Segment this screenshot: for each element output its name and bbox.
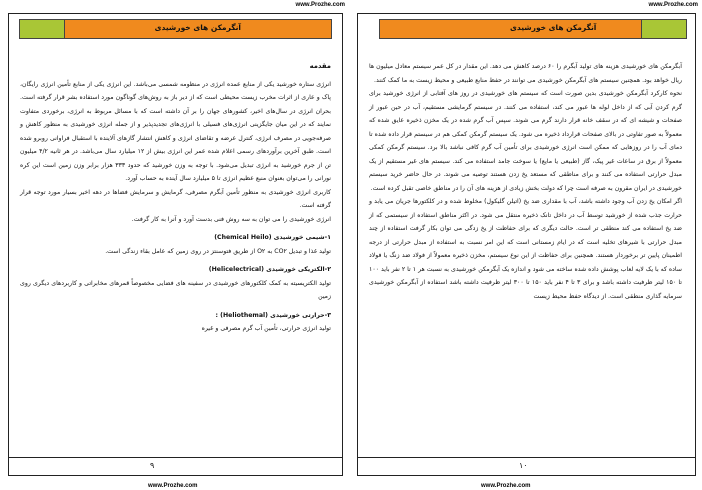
list-item-desc: تولید انرژی حرارتی، تأمین آب گرم مصرفی و غیره (201, 325, 331, 332)
header-accent (641, 20, 686, 38)
page-number: ۱۰ (519, 461, 528, 470)
paragraph: اگر امکان یخ زدن آب وجود داشته باشد، آب با مقداری ضد یخ (اتیلن گلیکول) مخلوط شده و در کلکتورها جریان می یابد و حرارت جذب شده از خورشید توسط آب در داخل تانک ذخیره منتقل می شود. در اکثر مناطق استفاده از سیستمی که از ضد یخ استفاده می کند منطقی تر است. حالت دیگری که برای حفاظت از یخ زدگی می توان بکار گرفت استفاده از چند مبدل حرارتی با شیرهای تخلیه است که در ایام زمستانی است که این امر نسبت به استفاده از مبدل حرارتی از درجه اطمینان پایین تر برخوردار هستند. همچنین برای حفاظت از این نوع سیستم، مخزن ذخیره معمولاً از فولاد ضد زنگ یا فولاد ساده که با یک لایه لعاب پوشش داده شده ساخته می شود و اندازه یک آبگرمکن خورشیدی به نسبت هر ۱ تا ۲ نفر باید ۱۰۰ تا ۱۵۰ لیتر ظرفیت داشته باشد و برای ۳ تا ۴ نفر باید ۱۵۰ تا ۳۰۰ لیتر ظرفیت داشته باشد استفاده از آبگرمکن خورشیدی سرمایه گذاری منطقی است. از دیدگاه حفظ محیط زیست (369, 198, 683, 300)
left-page-content (20, 60, 331, 336)
header-title: آنگرمکن های خورشیدی (154, 23, 241, 32)
list-item-title: ۳-حرارتی خورشیدی (Heliothemal) : (215, 311, 331, 319)
site-url-top[interactable]: www.Prozhe.com (295, 2, 345, 8)
paragraph: کاربری انرژی خورشیدی به منظور تأمین آبگرم مصرفی، گرمایش و سرمایش فضاها در دهه اخیر بسیار مورد توجه قرار گرفته است. (20, 188, 331, 209)
section-heading: مقدمه (309, 62, 331, 70)
list-item-desc: تولید غذا و تبدیل CO۲ به O۲ از طریق فتوسنتز در روی زمین که عامل بقاء زندگی است. (105, 247, 331, 255)
list-item-title: ۱-شیمی خورشیدی (Chemical Heilo) (214, 234, 331, 241)
paragraph: آبگرمکن های خورشیدی هزینه های تولید آبگرم را ۶۰ درصد کاهش می دهد. این مقدار در کل عمر سیستم معادل میلیون ها ریال خواهد بود. همچنین سیستم های آبگرمکن خورشیدی می توانند در حفظ منابع طبیعی و محیط زیست به ما کمک کنند. (369, 63, 682, 84)
header-title: آنگرمکن های خورشیدی (510, 23, 597, 32)
right-page-content (369, 60, 682, 303)
site-url-bottom[interactable]: www.Prozhe.com (481, 483, 531, 489)
paragraph: انرژی خورشیدی را می توان به سه روش فنی بدست آورد و آنرا به کار گرفت. (131, 215, 331, 223)
header-bar (379, 19, 687, 39)
list-item-desc: تولید الکتریسیته به کمک کلکتورهای خورشیدی در سفینه های فضایی مخصوصاً قمرهای مخابراتی و کاربردهای دیگری روی زمین (20, 279, 331, 300)
header-accent (20, 20, 65, 38)
page-number: ۹ (150, 461, 155, 470)
list-item-title: ۲-الکتریکی خورشیدی (Helicelectrical) (208, 266, 331, 273)
site-url-bottom[interactable]: www.Prozhe.com (148, 483, 198, 489)
header-bar (19, 19, 332, 39)
site-url-top[interactable]: www.Prozhe.com (648, 2, 698, 8)
paragraph: انرژی ستاره خورشید یکی از منابع عمده انرژی در منظومه شمسی می‌باشد. این انرژی یکی از منابع تأمین انرژی رایگان، پاک و عاری از اثرات مخرب زیست محیطی است که از دیر باز به روش‌های گوناگون مورد استفاده بشر قرار گرفته است. بحران انرژی در سال‌های اخیر، کشورهای جهان را بر آن داشته است که با مسائل مربوط به انرژی، برخوردی متفاوت نمایند که در این میان جایگزینی انرژی‌های فسیلی با انرژی‌های تجدیدپذیر و از جمله انرژی خورشیدی به منظور کاهش و صرفه‌جویی در مصرف انرژی، کنترل عرضه و تقاضای انرژی و کاهش انتشار گازهای آلاینده با استقبال فراوانی روبرو شده است. طبق آخرین برآوردهای رسمی اعلام شده عمر این انرژی بیش از ۱۲ میلیارد سال می‌باشد. در هر ثانیه ۴/۲ میلیون تن از جرم خورشید به انرژی تبدیل می‌شود. با توجه به وزن خورشید که حدود ۳۳۳ هزار برابر وزن زمین است این کره نورانی را می‌توان بعنوان منبع عظیم انرژی تا ۵ میلیارد سال آینده به حساب آورد. (20, 80, 332, 182)
footer-divider (8, 457, 343, 458)
right-page (351, 0, 702, 490)
footer-divider (357, 457, 696, 458)
paragraph: نحوه کارکرد آبگرمکن خورشیدی بدین صورت است که سیستم های خورشیدی در روز های آفتابی از انرژی خورشید برای گرم کردن آبی که از داخل لوله ها عبور می کند، استفاده می کنند. در سیستم گرمایشی مستقیم، آب در حین عبور از صفحات و شیشه ای که در سقف خانه قرار دارند گرم می شوند. سپس آب گرم شده در یک مخزن ذخیره عایق شده که معمولاً به صور تفاوتی در بالای صفحات قرارداد ذخیره می شود. یک سیستم گرمکن کمکی هم در سیستم قرار داده شده تا دمای آب را در روزهایی که ممکن است انرژی خورشیدی برای تأمین آب گرم کافی نباشد بالا برد. سیستم گرمکن کمکی معمولاً از برق در ساعات غیر پیک، گاز (طبیعی یا مایع) یا سوخت جامد استفاده می کند. سیستم های غیر مستقیم از یک مبدل حرارتی استفاده می کنند و برای مناطقی که مستعد یخ زدن هستند توصیه می شوند. در حال حاضر خرید سیستم خورشیدی در ایران مقرون به صرفه است چرا که دولت بخش زیادی از هزینه های آن را در مناطق خاصی تقبل کرده است. (369, 90, 682, 192)
